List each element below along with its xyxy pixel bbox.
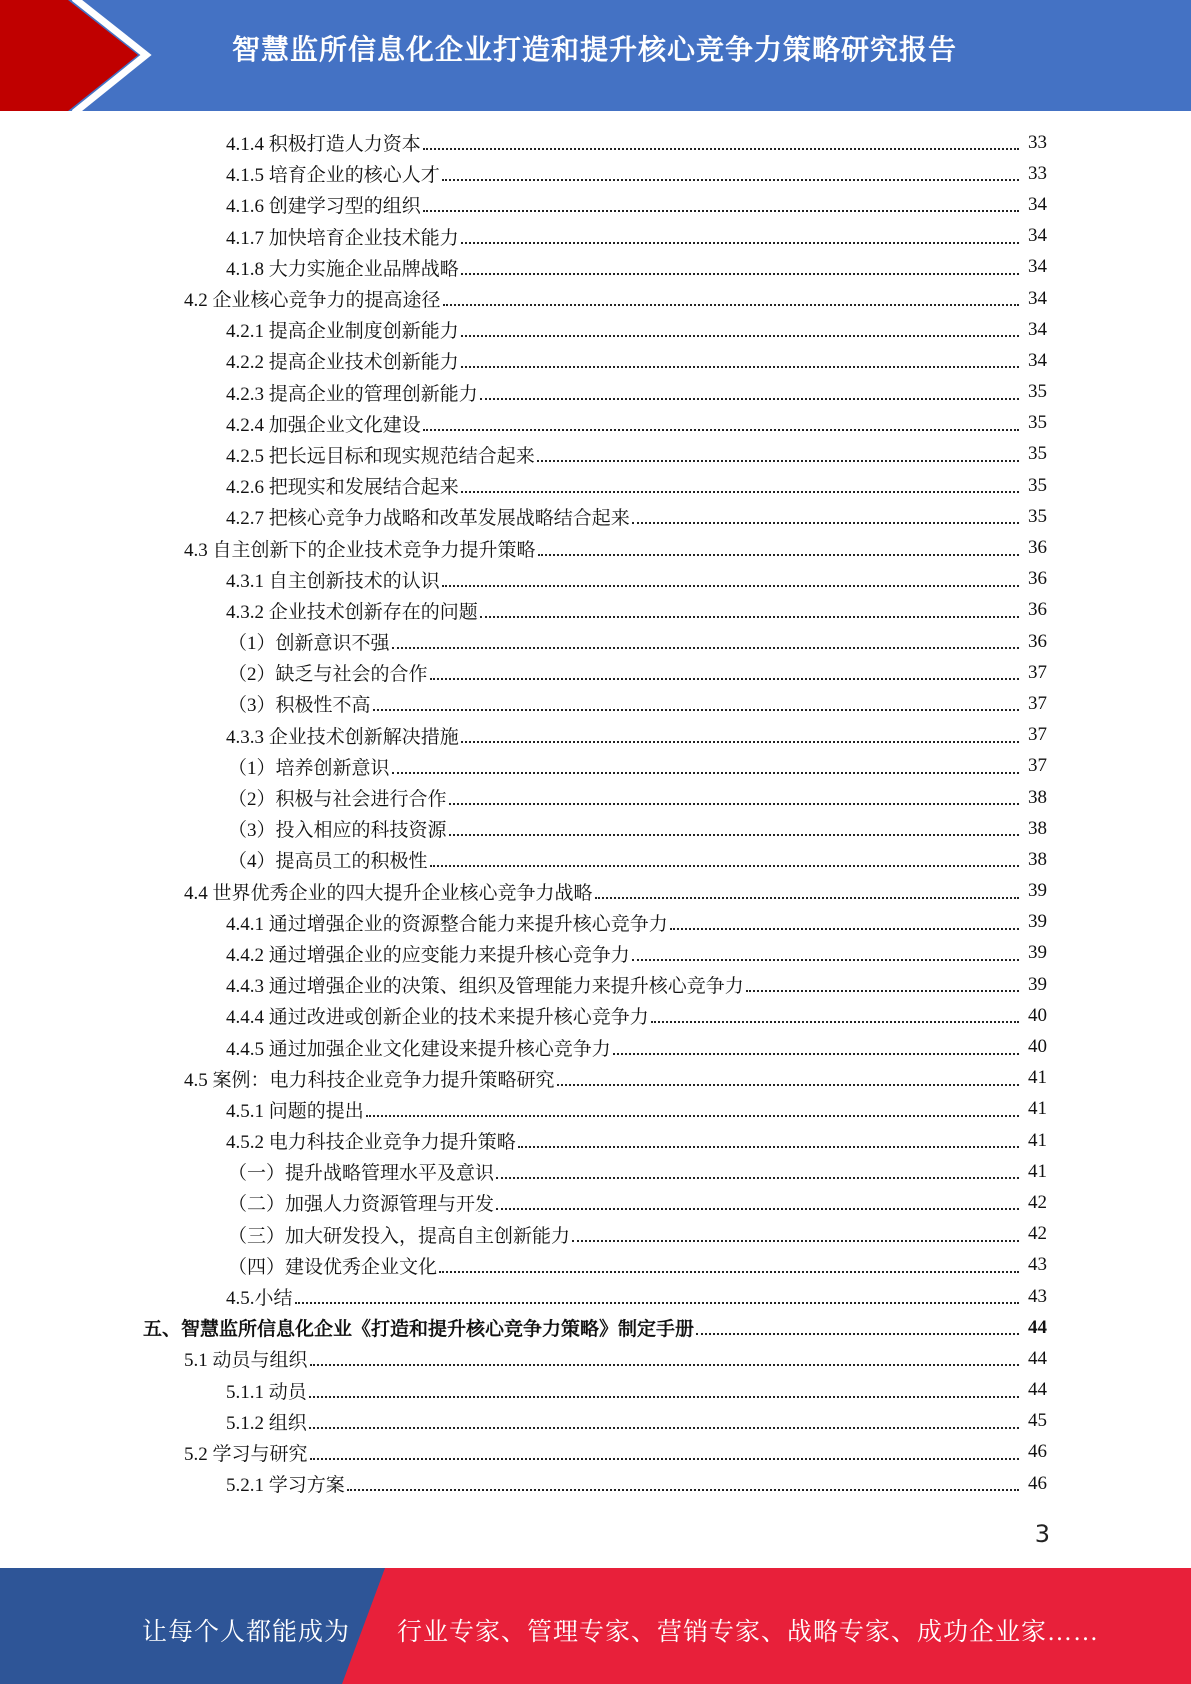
toc-entry[interactable]: [0, 720, 1191, 751]
toc-entry[interactable]: [0, 283, 1191, 314]
toc-entry-label: 4.4 世界优秀企业的四大提升企业核心竞争力战略: [184, 882, 593, 904]
toc-entry-label: 4.3 自主创新下的企业技术竞争力提升策略: [184, 539, 536, 561]
toc-entry-page: 33: [1028, 162, 1047, 184]
toc-entry-page: 37: [1028, 692, 1047, 714]
toc-entry-page: 39: [1028, 942, 1047, 964]
toc-dot-leader: [392, 646, 1019, 649]
toc-entry-label: 4.1.5 培育企业的核心人才: [226, 165, 440, 187]
toc-dot-leader: [309, 1426, 1019, 1429]
toc-entry[interactable]: [0, 595, 1191, 626]
toc-entry[interactable]: [0, 1187, 1191, 1218]
toc-entry[interactable]: [0, 813, 1191, 844]
toc-dot-leader: [430, 677, 1019, 680]
toc-entry[interactable]: [0, 1031, 1191, 1062]
toc-entry-label: 4.2.4 加强企业文化建设: [226, 414, 421, 436]
toc-entry-label: 4.4.1 通过增强企业的资源整合能力来提升核心竞争力: [226, 913, 668, 935]
toc-entry[interactable]: [0, 377, 1191, 408]
toc-dot-leader: [496, 1207, 1019, 1210]
toc-dot-leader: [310, 1457, 1019, 1460]
toc-entry[interactable]: [0, 1437, 1191, 1468]
toc-entry-page: 35: [1028, 412, 1047, 434]
toc-entry-label: 4.2.5 把长远目标和现实规范结合起来: [226, 445, 535, 467]
toc-dot-leader: [366, 1114, 1019, 1117]
report-title: 智慧监所信息化企业打造和提升核心竞争力策略研究报告: [232, 33, 958, 66]
toc-dot-leader: [310, 1363, 1019, 1366]
toc-dot-leader: [746, 989, 1019, 992]
toc-entry-page: 36: [1028, 630, 1047, 652]
toc-dot-leader: [449, 802, 1019, 805]
toc-entry-label: （1）创新意识不强: [228, 633, 390, 655]
toc-entry-label: 5.2 学习与研究: [184, 1443, 308, 1465]
toc-entry[interactable]: [0, 314, 1191, 345]
toc-dot-leader: [538, 553, 1019, 556]
toc-entry-page: 41: [1028, 1160, 1047, 1182]
toc-entry-page: 39: [1028, 973, 1047, 995]
toc-entry-page: 46: [1028, 1472, 1047, 1494]
toc-entry-page: 36: [1028, 537, 1047, 559]
table-of-contents: [0, 127, 1191, 1499]
toc-entry-label: （二）加强人力资源管理与开发: [228, 1194, 495, 1216]
toc-dot-leader: [461, 334, 1019, 337]
toc-entry-page: 38: [1028, 786, 1047, 808]
toc-entry-page: 35: [1028, 443, 1047, 465]
toc-entry[interactable]: [0, 1000, 1191, 1031]
toc-dot-leader: [613, 1052, 1019, 1055]
toc-dot-leader: [442, 178, 1019, 181]
toc-entry-page: 35: [1028, 474, 1047, 496]
footer-slogan-right: 行业专家、管理专家、营销专家、战略专家、成功企业家……: [397, 1619, 1100, 1646]
toc-entry-page: 45: [1028, 1410, 1047, 1432]
toc-entry-label: （3）投入相应的科技资源: [228, 820, 447, 842]
toc-entry-label: 4.4.5 通过加强企业文化建设来提升核心竞争力: [226, 1038, 611, 1060]
toc-entry-label: 5.1.2 组织: [226, 1412, 307, 1434]
toc-dot-leader: [373, 708, 1019, 711]
toc-entry-page: 41: [1028, 1129, 1047, 1151]
toc-entry-page: 34: [1028, 349, 1047, 371]
toc-entry-page: 36: [1028, 568, 1047, 590]
toc-entry-label: （2）缺乏与社会的合作: [228, 664, 428, 686]
toc-entry[interactable]: [0, 1468, 1191, 1499]
toc-entry-label: 4.1.4 积极打造人力资本: [226, 134, 421, 156]
toc-dot-leader: [480, 615, 1019, 618]
toc-entry-label: 4.2.7 把核心竞争力战略和改革发展战略结合起来: [226, 508, 630, 530]
toc-entry-page: 39: [1028, 911, 1047, 933]
toc-entry[interactable]: [0, 252, 1191, 283]
toc-entry-page: 37: [1028, 724, 1047, 746]
toc-entry-label: 4.5.小结: [226, 1288, 293, 1310]
toc-dot-leader: [439, 1270, 1019, 1273]
toc-entry[interactable]: [0, 189, 1191, 220]
toc-dot-leader: [461, 740, 1019, 743]
toc-entry-label: 4.5.1 问题的提出: [226, 1100, 364, 1122]
toc-entry-page: 40: [1028, 1004, 1047, 1026]
toc-entry[interactable]: [0, 1063, 1191, 1094]
toc-entry[interactable]: [0, 782, 1191, 813]
toc-entry-page: 33: [1028, 131, 1047, 153]
toc-entry-label: （4）提高员工的积极性: [228, 851, 428, 873]
toc-entry-page: 43: [1028, 1254, 1047, 1276]
toc-entry-page: 39: [1028, 880, 1047, 902]
toc-entry[interactable]: [0, 844, 1191, 875]
toc-entry-label: （三）加大研发投入，提高自主创新能力: [228, 1225, 571, 1247]
toc-entry[interactable]: [0, 221, 1191, 252]
toc-dot-leader: [651, 1020, 1019, 1023]
toc-dot-leader: [461, 365, 1019, 368]
toc-entry[interactable]: [0, 1375, 1191, 1406]
toc-dot-leader: [347, 1488, 1019, 1491]
toc-dot-leader: [696, 1332, 1019, 1335]
toc-entry[interactable]: [0, 564, 1191, 595]
toc-dot-leader: [442, 584, 1019, 587]
toc-dot-leader: [443, 303, 1019, 306]
toc-entry[interactable]: [0, 1219, 1191, 1250]
toc-dot-leader: [496, 1176, 1019, 1179]
toc-dot-leader: [309, 1395, 1019, 1398]
toc-entry-label: 5.1 动员与组织: [184, 1350, 308, 1372]
toc-entry[interactable]: [0, 1312, 1191, 1343]
toc-dot-leader: [632, 521, 1019, 524]
page-header: [0, 0, 1191, 111]
toc-entry[interactable]: [0, 751, 1191, 782]
toc-dot-leader: [537, 459, 1019, 462]
toc-entry-label: （一）提升战略管理水平及意识: [228, 1163, 495, 1185]
toc-entry-label: 4.1.8 大力实施企业品牌战略: [226, 258, 459, 280]
toc-entry[interactable]: [0, 439, 1191, 470]
toc-entry-page: 42: [1028, 1223, 1047, 1245]
toc-dot-leader: [461, 490, 1019, 493]
toc-entry-label: 4.2.6 把现实和发展结合起来: [226, 477, 459, 499]
toc-entry-page: 43: [1028, 1285, 1047, 1307]
toc-entry-label: 5.2.1 学习方案: [226, 1475, 345, 1497]
toc-entry-page: 38: [1028, 817, 1047, 839]
toc-entry-page: 36: [1028, 599, 1047, 621]
toc-entry-page: 37: [1028, 755, 1047, 777]
toc-entry[interactable]: [0, 470, 1191, 501]
toc-entry-label: （四）建设优秀企业文化: [228, 1256, 438, 1278]
toc-entry-label: 4.3.3 企业技术创新解决措施: [226, 726, 459, 748]
toc-entry-label: 4.3.1 自主创新技术的认识: [226, 570, 440, 592]
toc-dot-leader: [295, 1301, 1019, 1304]
toc-entry[interactable]: [0, 158, 1191, 189]
toc-dot-leader: [518, 1145, 1019, 1148]
toc-entry-page: 35: [1028, 505, 1047, 527]
toc-entry-page: 34: [1028, 318, 1047, 340]
toc-entry-label: 4.2 企业核心竞争力的提高途径: [184, 290, 441, 312]
toc-entry[interactable]: [0, 501, 1191, 532]
toc-entry-page: 44: [1028, 1347, 1047, 1369]
toc-entry[interactable]: [0, 345, 1191, 376]
toc-entry[interactable]: [0, 408, 1191, 439]
toc-dot-leader: [632, 958, 1019, 961]
toc-entry-label: 4.5.2 电力科技企业竞争力提升策略: [226, 1132, 516, 1154]
toc-entry-label: 4.1.6 创建学习型的组织: [226, 196, 421, 218]
toc-entry-label: 4.4.3 通过增强企业的决策、组织及管理能力来提升核心竞争力: [226, 976, 744, 998]
toc-entry-label: （1）培养创新意识: [228, 757, 390, 779]
toc-dot-leader: [595, 896, 1019, 899]
toc-dot-leader: [461, 272, 1019, 275]
toc-entry-label: 4.4.4 通过改进或创新企业的技术来提升核心竞争力: [226, 1007, 649, 1029]
toc-entry[interactable]: [0, 969, 1191, 1000]
toc-entry-page: 42: [1028, 1191, 1047, 1213]
toc-entry[interactable]: [0, 1406, 1191, 1437]
footer-slogan-left: 让每个人都能成为: [142, 1619, 351, 1646]
page-footer: [0, 1568, 1191, 1684]
toc-entry[interactable]: [0, 1094, 1191, 1125]
toc-entry-page: 38: [1028, 848, 1047, 870]
toc-entry[interactable]: [0, 626, 1191, 657]
toc-dot-leader: [557, 1083, 1019, 1086]
toc-entry-page: 41: [1028, 1098, 1047, 1120]
toc-dot-leader: [423, 147, 1019, 150]
toc-entry-page: 34: [1028, 193, 1047, 215]
toc-entry[interactable]: [0, 1250, 1191, 1281]
toc-entry-label: 4.2.1 提高企业制度创新能力: [226, 321, 459, 343]
toc-entry-label: 4.3.2 企业技术创新存在的问题: [226, 601, 478, 623]
toc-entry[interactable]: [0, 532, 1191, 563]
toc-entry-label: 4.2.2 提高企业技术创新能力: [226, 352, 459, 374]
toc-dot-leader: [423, 209, 1019, 212]
toc-entry[interactable]: [0, 688, 1191, 719]
toc-entry[interactable]: [0, 127, 1191, 158]
toc-entry-page: 44: [1028, 1379, 1047, 1401]
toc-dot-leader: [430, 864, 1019, 867]
toc-entry[interactable]: [0, 907, 1191, 938]
toc-dot-leader: [480, 397, 1019, 400]
toc-dot-leader: [392, 771, 1019, 774]
toc-dot-leader: [670, 927, 1019, 930]
toc-dot-leader: [572, 1239, 1019, 1242]
toc-entry-page: 37: [1028, 661, 1047, 683]
toc-dot-leader: [461, 241, 1019, 244]
page-number: 3: [1034, 1520, 1050, 1548]
toc-entry-page: 40: [1028, 1036, 1047, 1058]
toc-entry[interactable]: [0, 1125, 1191, 1156]
toc-entry-label: 4.4.2 通过增强企业的应变能力来提升核心竞争力: [226, 944, 630, 966]
toc-dot-leader: [423, 428, 1019, 431]
toc-entry[interactable]: [0, 876, 1191, 907]
toc-entry[interactable]: [0, 1343, 1191, 1374]
toc-entry[interactable]: [0, 938, 1191, 969]
toc-entry-label: 五、智慧监所信息化企业《打造和提升核心竞争力策略》制定手册: [143, 1319, 695, 1341]
toc-dot-leader: [449, 833, 1019, 836]
toc-entry-label: 4.5 案例：电力科技企业竞争力提升策略研究: [184, 1069, 555, 1091]
toc-entry-page: 34: [1028, 225, 1047, 247]
toc-entry-label: （3）积极性不高: [228, 695, 371, 717]
toc-entry[interactable]: [0, 1281, 1191, 1312]
toc-entry-page: 41: [1028, 1067, 1047, 1089]
toc-entry-label: （2）积极与社会进行合作: [228, 789, 447, 811]
toc-entry-label: 4.2.3 提高企业的管理创新能力: [226, 383, 478, 405]
toc-entry-page: 34: [1028, 256, 1047, 278]
toc-entry-page: 44: [1028, 1316, 1047, 1338]
toc-entry[interactable]: [0, 657, 1191, 688]
toc-entry-page: 46: [1028, 1441, 1047, 1463]
toc-entry[interactable]: [0, 1156, 1191, 1187]
toc-entry-page: 34: [1028, 287, 1047, 309]
toc-entry-label: 5.1.1 动员: [226, 1381, 307, 1403]
toc-entry-page: 35: [1028, 381, 1047, 403]
toc-entry-label: 4.1.7 加快培育企业技术能力: [226, 227, 459, 249]
